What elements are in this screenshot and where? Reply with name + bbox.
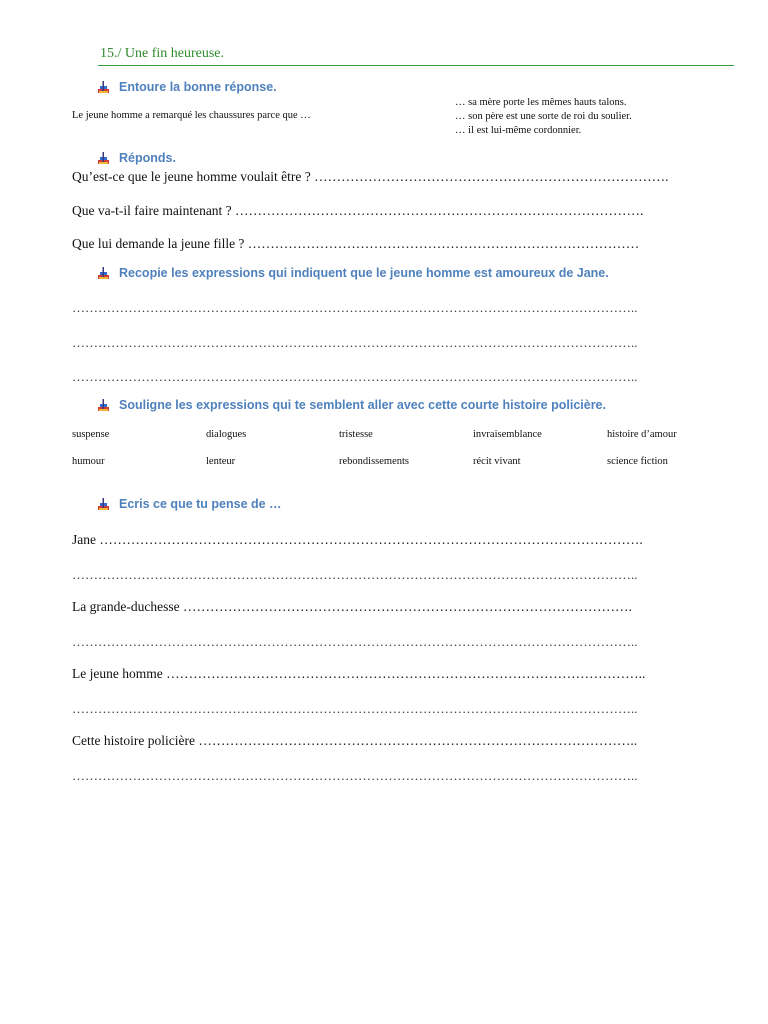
expression-word[interactable]: suspense	[72, 429, 110, 440]
section1-stem: Le jeune homme a remarqué les chaussures parce que …	[72, 110, 311, 121]
answer-line[interactable]: …………………………………………………………………………………………………………………..	[72, 300, 638, 315]
bullet-icon	[96, 398, 110, 412]
answer-option[interactable]: … sa mère porte les mêmes hauts talons.	[455, 97, 627, 108]
question-line[interactable]: Que va-t-il faire maintenant ? ……………………………………………………………………………….	[72, 203, 644, 218]
answer-line[interactable]: …………………………………………………………………………………………………………………..	[72, 701, 638, 716]
section4-heading: Souligne les expressions qui te semblent aller avec cette courte histoire policière.	[119, 398, 606, 412]
answer-line[interactable]: …………………………………………………………………………………………………………………..	[72, 369, 638, 384]
opinion-line-jane[interactable]: Jane ………………………………………………………………………………………………………….	[72, 532, 643, 547]
expression-word[interactable]: dialogues	[206, 429, 247, 440]
answer-option[interactable]: … son père est une sorte de roi du soulier.	[455, 111, 632, 122]
answer-option[interactable]: … il est lui-même cordonnier.	[455, 125, 582, 136]
expression-word[interactable]: invraisemblance	[473, 429, 542, 440]
expression-word[interactable]: rebondissements	[339, 456, 409, 467]
bullet-icon	[96, 151, 110, 165]
opinion-line-histoire[interactable]: Cette histoire policière ……………………………………………………………………………………..	[72, 733, 638, 748]
bullet-icon	[96, 80, 110, 94]
expression-word[interactable]: lenteur	[206, 456, 236, 467]
bullet-icon	[96, 497, 110, 511]
answer-line[interactable]: …………………………………………………………………………………………………………………..	[72, 768, 638, 783]
bullet-icon	[96, 266, 110, 280]
answer-line[interactable]: …………………………………………………………………………………………………………………..	[72, 567, 638, 582]
expression-word[interactable]: récit vivant	[473, 456, 521, 467]
question-line[interactable]: Qu’est-ce que le jeune homme voulait être ? …………………………………………………………………….	[72, 169, 669, 184]
expression-word[interactable]: tristesse	[339, 429, 373, 440]
section1-heading: Entoure la bonne réponse.	[119, 80, 277, 94]
question-line[interactable]: Que lui demande la jeune fille ? ……………………………………………………………………………	[72, 236, 640, 251]
expression-word[interactable]: humour	[72, 456, 105, 467]
worksheet-title: 15./ Une fin heureuse.	[100, 46, 225, 61]
answer-line[interactable]: …………………………………………………………………………………………………………………..	[72, 335, 638, 350]
title-underline	[98, 65, 734, 66]
section5-heading: Ecris ce que tu pense de …	[119, 497, 282, 511]
opinion-line-jeune-homme[interactable]: Le jeune homme ……………………………………………………………………………………………..	[72, 666, 646, 681]
section2-heading: Réponds.	[119, 151, 176, 165]
expression-word[interactable]: histoire d’amour	[607, 429, 677, 440]
section3-heading: Recopie les expressions qui indiquent que le jeune homme est amoureux de Jane.	[119, 266, 609, 280]
opinion-line-grande-duchesse[interactable]: La grande-duchesse ……………………………………………………………………………………….	[72, 599, 632, 614]
expression-word[interactable]: science fiction	[607, 456, 668, 467]
answer-line[interactable]: …………………………………………………………………………………………………………………..	[72, 634, 638, 649]
